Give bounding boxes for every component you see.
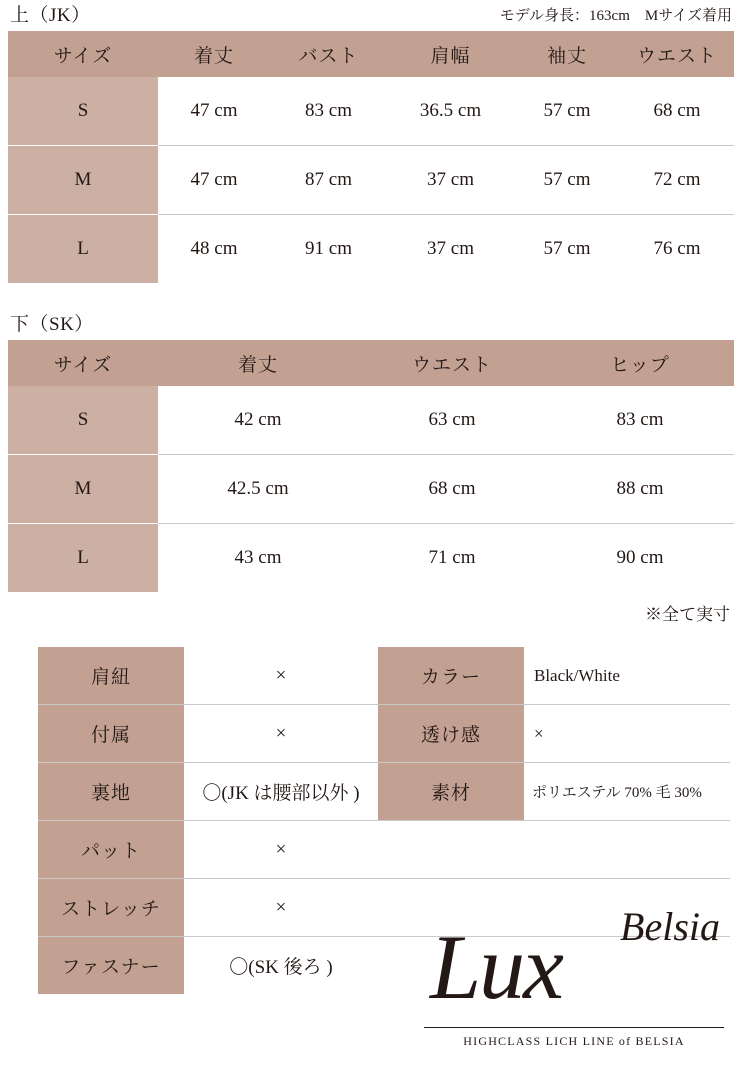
sk-size-table [8, 340, 734, 592]
table-cell: 43 cm [158, 524, 358, 593]
size-label: S [8, 386, 158, 455]
spec-value: × [184, 821, 378, 879]
spacer-cell [378, 821, 524, 879]
spec-row [38, 705, 378, 763]
column-header: 肩幅 [387, 31, 514, 77]
column-header: バスト [270, 31, 387, 77]
table-cell: 76 cm [620, 215, 734, 284]
sk-section-header [8, 309, 734, 340]
table-cell: 47 cm [158, 77, 270, 146]
spec-label: ストレッチ [38, 879, 184, 937]
table-row [8, 455, 734, 524]
table-cell: 57 cm [514, 77, 620, 146]
spec-label: 付属 [38, 705, 184, 763]
size-label: L [8, 215, 158, 284]
spec-value: 〇(SK 後ろ ) [184, 937, 378, 995]
spec-label: 裏地 [38, 763, 184, 821]
table-row [8, 215, 734, 284]
size-label: S [8, 77, 158, 146]
column-header: サイズ [8, 340, 158, 386]
table-cell: 83 cm [270, 77, 387, 146]
spec-value: Black/White [524, 647, 730, 705]
spec-label: パット [38, 821, 184, 879]
table-cell: 48 cm [158, 215, 270, 284]
spec-row [38, 821, 378, 879]
table-cell: 90 cm [546, 524, 734, 593]
table-cell: 63 cm [358, 386, 546, 455]
table-cell: 68 cm [358, 455, 546, 524]
spec-row-empty [378, 821, 730, 879]
model-info-note: モデル身長：163cm Mサイズ着用 [499, 8, 732, 24]
column-header: 着丈 [158, 31, 270, 77]
logo-wordmark [424, 904, 724, 1025]
table-header-row [8, 340, 734, 386]
column-header: 着丈 [158, 340, 358, 386]
spec-label: 透け感 [378, 705, 524, 763]
spec-row [378, 647, 730, 705]
section-spacer [8, 283, 734, 309]
spec-row [38, 937, 378, 995]
spacer-cell [524, 821, 730, 879]
size-label: M [8, 455, 158, 524]
logo-lux-text: Lux [430, 916, 562, 1018]
table-cell: 42.5 cm [158, 455, 358, 524]
table-header-row [8, 31, 734, 77]
brand-logo [424, 904, 724, 1049]
actual-size-footnote: ※全て実寸 [645, 605, 730, 624]
spec-label: 肩紐 [38, 647, 184, 705]
table-cell: 36.5 cm [387, 77, 514, 146]
spec-label: 素材 [378, 763, 524, 821]
size-label: M [8, 146, 158, 215]
spec-row [378, 705, 730, 763]
jk-size-table [8, 31, 734, 283]
size-label: L [8, 524, 158, 593]
spec-value: × [184, 647, 378, 705]
table-cell: 68 cm [620, 77, 734, 146]
table-cell: 57 cm [514, 146, 620, 215]
table-row [8, 77, 734, 146]
spec-value: 〇(JK は腰部以外 ) [184, 763, 378, 821]
table-cell: 88 cm [546, 455, 734, 524]
logo-belsia-text: Belsia [620, 904, 720, 949]
spec-value: ポリエステル 70% 毛 30% [524, 763, 730, 821]
table-row [8, 524, 734, 593]
table-cell: 37 cm [387, 215, 514, 284]
table-row [8, 386, 734, 455]
spec-row [38, 763, 378, 821]
sk-section-title: 下（SK） [10, 314, 94, 335]
table-cell: 42 cm [158, 386, 358, 455]
spec-row [38, 647, 378, 705]
jk-section-header [8, 0, 734, 31]
spec-value: × [524, 705, 730, 763]
column-header: 袖丈 [514, 31, 620, 77]
spec-label: カラー [378, 647, 524, 705]
table-cell: 57 cm [514, 215, 620, 284]
table-cell: 37 cm [387, 146, 514, 215]
table-cell: 83 cm [546, 386, 734, 455]
column-header: サイズ [8, 31, 158, 77]
spec-label: ファスナー [38, 937, 184, 995]
table-cell: 71 cm [358, 524, 546, 593]
table-cell: 47 cm [158, 146, 270, 215]
table-cell: 87 cm [270, 146, 387, 215]
logo-tagline: HIGHCLASS LICH LINE of BELSIA [424, 1027, 724, 1049]
spec-table-left [38, 647, 378, 994]
spec-row [38, 879, 378, 937]
column-header: ヒップ [546, 340, 734, 386]
spec-value: × [184, 879, 378, 937]
jk-section-title: 上（JK） [10, 5, 91, 26]
table-cell: 91 cm [270, 215, 387, 284]
table-row [8, 146, 734, 215]
spec-value: × [184, 705, 378, 763]
table-cell: 72 cm [620, 146, 734, 215]
column-header: ウエスト [358, 340, 546, 386]
column-header: ウエスト [620, 31, 734, 77]
spec-row [378, 763, 730, 821]
